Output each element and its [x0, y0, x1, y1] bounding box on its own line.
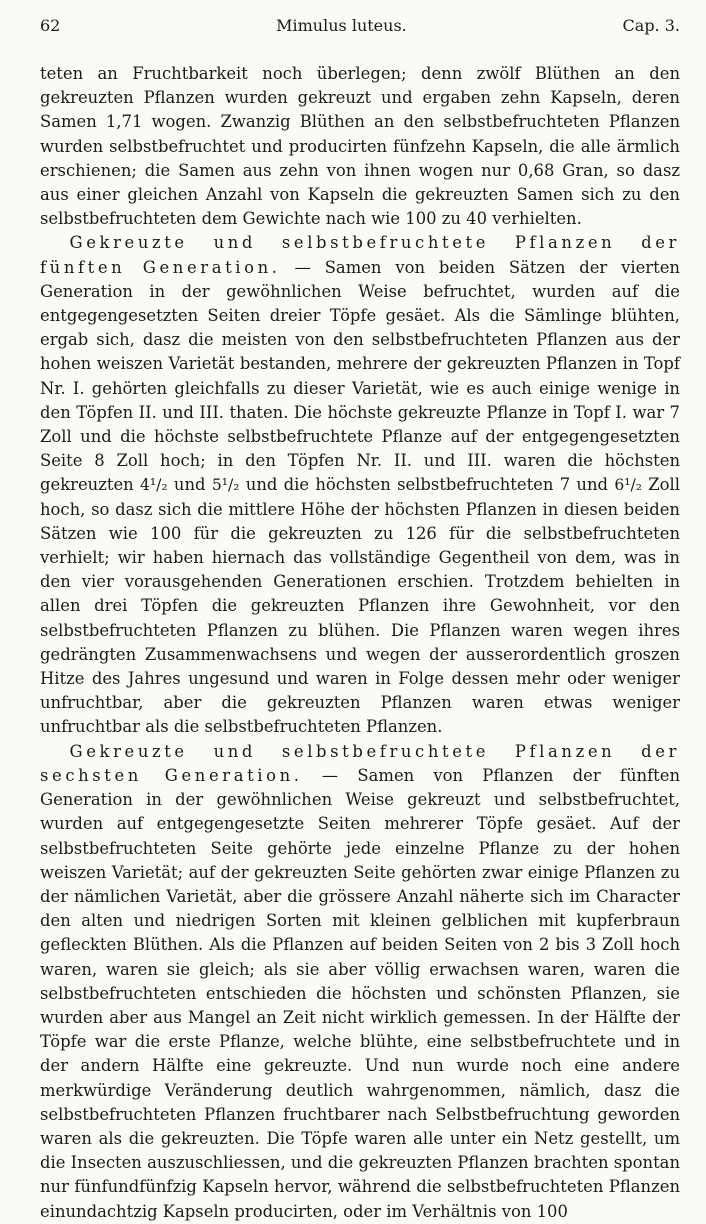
body-text — [40, 62, 680, 1224]
section-text: — Samen von Pflanzen der fünften Generation in der gewöhnlichen Weise gekreuzt und selbstbefruchtet, wurden auf entgegengesetzte Seiten mehrerer Töpfe gesäet. Auf der selbstbefruchteten Seite gehörte jede einzelne Pflanze zu der hohen weiszen Varietät; auf der gekreuzten Seite gehörten zwar einige Pflanzen zu der nämlichen Varietät, aber die grössere Anzahl näherte sich im Character den alten und niedrigen Sorten mit kleinen gelblichen mit kupferbraun gefleckten Blüthen. Als die Pflanzen auf beiden Seiten von 2 bis 3 Zoll hoch waren, waren sie gleich; als sie aber völlig erwachsen waren, waren die selbstbefruchteten entschieden die höchsten und schönsten Pflanzen, sie wurden aber aus Mangel an Zeit nicht wirklich gemessen. In der Hälfte der Töpfe war die erste Pflanze, welche blühte, eine selbstbefruchtete und in der andern Hälfte eine gekreuzte. Und nun wurde noch eine andere merkwürdige Veränderung deutlich wahrgenommen, nämlich, dasz die selbstbefruchteten Pflanzen fruchtbarer nach Selbstbefruchtung geworden waren als die gekreuzten. Die Töpfe waren alle unter ein Netz gestellt, um die Insecten auszuschliessen, und die gekreuzten Pflanzen brachten spontan nur fünfundfünfzig Kapseln hervor, während die selbstbefruchteten Pflanzen einundachtzig Kapseln producirten, oder im Verhältnis von 100 — [40, 765, 680, 1221]
fraction-value: 4¹/₂ — [139, 476, 168, 495]
running-title: Mimulus luteus. — [276, 16, 407, 35]
section-sixth-generation — [40, 740, 680, 1224]
fraction-value: 5¹/₂ — [211, 476, 240, 495]
page-header — [40, 16, 680, 36]
section-heading: Gekreuzte und selbstbefruchtete Pflanzen der sechsten Generation. — [40, 741, 680, 785]
paragraph-text: teten an Fruchtbarkeit noch überlegen; denn zwölf Blüthen an den gekreuzten Pflanzen wurden gekreuzt und ergaben zehn Kapseln, deren Samen 1,71 wogen. Zwanzig Blüthen an den selbstbefruchteten Pflanzen wurden selbstbefruchtet und producirten fünfzehn Kapseln, die alle ärmlich erschienen; die Samen aus zehn von ihnen wogen nur 0,68 Gran, so dasz aus einer gleichen Anzahl von Kapseln die gekreuzten Samen sich zu den selbstbefruchteten dem Gewichte nach wie 100 zu 40 verhielten. — [40, 64, 680, 229]
section-text: und die höchsten selbstbefruchteten 7 und — [239, 475, 615, 495]
page-number: 62 — [40, 16, 61, 35]
section-text: — Samen von beiden Sätzen der vierten Generation in der gewöhnlichen Weise befruchtet, wurden auf die entgegengesetzten Seiten dreier Töpfe gesäet. Als die Sämlinge blühten, ergab sich, dasz die meisten von den selbstbefruchteten Pflanzen aus der hohen weiszen Varietät bestanden, mehrere der gekreuzten Pflanzen in Topf Nr. I. gehörten gleichfalls zu dieser Varietät, wie es auch einige wenige in den Töpfen II. und III. thaten. Die höchste gekreuzte Pflanze in Topf I. war 7 Zoll und die höchste selbstbefruchtete Pflanze auf der entgegengesetzten Seite 8 Zoll hoch; in den Töpfen Nr. II. und III. waren die höchsten gekreuzten — [40, 257, 680, 495]
fraction-value: 6¹/₂ — [614, 476, 642, 495]
section-text: und — [167, 475, 212, 495]
paragraph-continuation — [40, 62, 680, 231]
section-text: Zoll hoch, so dasz sich die mittlere Höhe der höchsten Pflanzen in diesen beiden Sätzen wie 100 für die gekreuzten zu 126 für die selbstbefruchteten verhielt; wir haben hiernach das vollständige Gegentheil von dem, was in den vier vorausgehenden Generationen erschien. Trotzdem behielten in allen drei Töpfen die gekreuzten Pflanzen ihre Gewohnheit, vor den selbstbefruchteten Pflanzen zu blühen. Die Pflanzen waren wegen ihres gedrängten Zusammenwachsens und wegen der ausserordentlich groszen Hitze des Jahres ungesund und waren in Folge dessen mehr oder weniger unfruchtbar, aber die gekreuzten Pflanzen waren etwas weniger unfruchtbar als die selbstbefruchteten Pflanzen. — [40, 475, 681, 737]
section-fifth-generation — [40, 231, 680, 739]
section-heading: Gekreuzte und selbstbefruchtete Pflanzen der fünften Generation. — [40, 233, 680, 277]
chapter-label: Cap. 3. — [622, 16, 680, 35]
book-page — [40, 16, 680, 1224]
